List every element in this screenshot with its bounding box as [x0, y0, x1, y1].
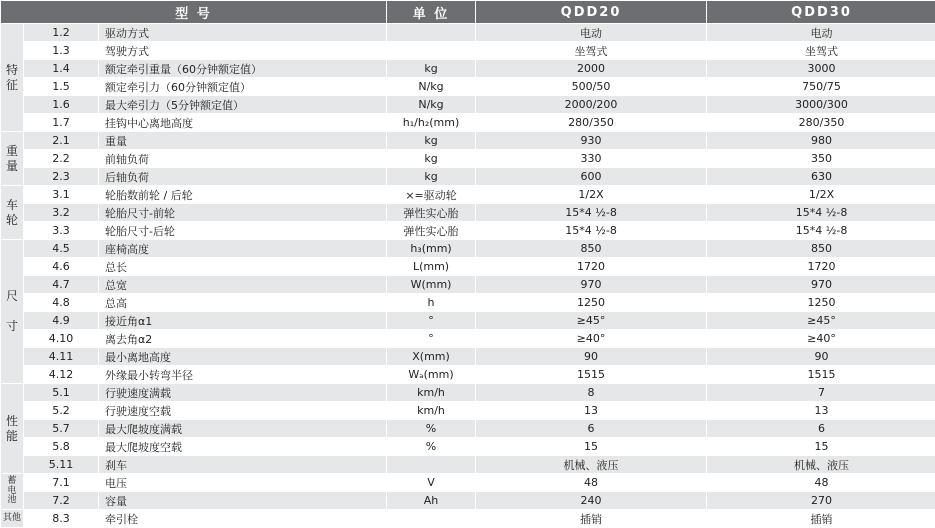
table-row [1, 384, 935, 401]
row-code: 1.4 [24, 60, 98, 77]
row-value-a: 15 [476, 438, 706, 455]
row-value-b: 270 [707, 492, 935, 509]
row-unit: kg [387, 60, 475, 77]
row-code: 5.11 [24, 456, 98, 473]
row-unit [387, 42, 475, 59]
row-item: 离去角α2 [99, 330, 386, 347]
row-unit: N/kg [387, 96, 475, 113]
row-value-a: 坐驾式 [476, 42, 706, 59]
table-row [1, 330, 935, 347]
row-code: 5.1 [24, 384, 98, 401]
row-unit: ° [387, 312, 475, 329]
row-code: 5.8 [24, 438, 98, 455]
row-item: 接近角α1 [99, 312, 386, 329]
row-value-b: 350 [707, 150, 935, 167]
row-code: 4.12 [24, 366, 98, 383]
header-model: 型 号 [1, 1, 386, 23]
row-value-a: 13 [476, 402, 706, 419]
row-value-a: 1720 [476, 258, 706, 275]
row-code: 4.7 [24, 276, 98, 293]
row-code: 1.6 [24, 96, 98, 113]
row-value-a: 1515 [476, 366, 706, 383]
row-value-a: 330 [476, 150, 706, 167]
row-item: 总长 [99, 258, 386, 275]
row-unit: 弹性实心胎 [387, 204, 475, 221]
row-code: 4.6 [24, 258, 98, 275]
row-code: 1.3 [24, 42, 98, 59]
table-row [1, 276, 935, 293]
row-code: 5.7 [24, 420, 98, 437]
row-value-a: 2000 [476, 60, 706, 77]
group-label: 蓄 电 池 [1, 474, 23, 509]
table-row [1, 132, 935, 149]
row-item: 驱动方式 [99, 24, 386, 41]
row-value-a: 970 [476, 276, 706, 293]
row-unit: h₁/h₂(mm) [387, 114, 475, 131]
row-unit: Wₐ(mm) [387, 366, 475, 383]
row-code: 4.9 [24, 312, 98, 329]
row-item: 额定牵引力（60分钟额定值） [99, 78, 386, 95]
row-value-b: 280/350 [707, 114, 935, 131]
row-value-b: 15 [707, 438, 935, 455]
row-item: 牵引栓 [99, 510, 386, 527]
row-value-b: ≥40° [707, 330, 935, 347]
group-label: 性 能 [1, 384, 23, 473]
row-value-b: 1250 [707, 294, 935, 311]
row-unit: % [387, 438, 475, 455]
table-row [1, 258, 935, 275]
row-unit: V [387, 474, 475, 491]
table-row [1, 204, 935, 221]
row-item: 轮胎尺寸-前轮 [99, 204, 386, 221]
row-unit [387, 510, 475, 527]
row-value-b: 坐驾式 [707, 42, 935, 59]
row-unit: Ah [387, 492, 475, 509]
row-value-b: 机械、液压 [707, 456, 935, 473]
row-unit [387, 456, 475, 473]
row-value-b: 6 [707, 420, 935, 437]
row-unit: N/kg [387, 78, 475, 95]
row-value-a: ≥45° [476, 312, 706, 329]
row-value-b: 980 [707, 132, 935, 149]
table-row [1, 420, 935, 437]
table-row [1, 240, 935, 257]
row-value-b: 90 [707, 348, 935, 365]
table-row [1, 42, 935, 59]
row-code: 7.1 [24, 474, 98, 491]
row-value-a: 930 [476, 132, 706, 149]
group-label: 其他 [1, 510, 23, 527]
header-model-a: QDD20 [476, 1, 706, 23]
row-unit: W(mm) [387, 276, 475, 293]
row-value-b: 630 [707, 168, 935, 185]
row-item: 重量 [99, 132, 386, 149]
row-unit [387, 24, 475, 41]
row-unit: h [387, 294, 475, 311]
row-item: 最大牵引力（5分钟额定值） [99, 96, 386, 113]
table-row [1, 474, 935, 491]
row-code: 4.5 [24, 240, 98, 257]
row-item: 电压 [99, 474, 386, 491]
row-value-a: 15*4 ½-8 [476, 222, 706, 239]
header-row [1, 1, 935, 23]
table-row [1, 24, 935, 41]
row-unit: ° [387, 330, 475, 347]
header-model-b: QDD30 [707, 1, 935, 23]
row-unit: 弹性实心胎 [387, 222, 475, 239]
row-unit: X(mm) [387, 348, 475, 365]
row-unit: L(mm) [387, 258, 475, 275]
table-row [1, 456, 935, 473]
row-item: 刹车 [99, 456, 386, 473]
row-value-a: 电动 [476, 24, 706, 41]
header-unit: 单 位 [387, 1, 475, 23]
row-item: 驾驶方式 [99, 42, 386, 59]
row-value-b: 48 [707, 474, 935, 491]
row-code: 8.3 [24, 510, 98, 527]
row-value-b: 15*4 ½-8 [707, 222, 935, 239]
table-row [1, 114, 935, 131]
row-value-a: 机械、液压 [476, 456, 706, 473]
table-row [1, 492, 935, 509]
row-code: 2.3 [24, 168, 98, 185]
row-item: 轮胎数前轮 / 后轮 [99, 186, 386, 203]
row-item: 外缘最小转弯半径 [99, 366, 386, 383]
row-value-a: ≥40° [476, 330, 706, 347]
table-row [1, 78, 935, 95]
row-item: 前轴负荷 [99, 150, 386, 167]
table-row [1, 222, 935, 239]
row-item: 挂钩中心离地高度 [99, 114, 386, 131]
table-row [1, 294, 935, 311]
row-value-b: 1720 [707, 258, 935, 275]
group-label: 尺 寸 [1, 240, 23, 383]
row-item: 行驶速度满载 [99, 384, 386, 401]
row-item: 额定牵引重量（60分钟额定值） [99, 60, 386, 77]
group-label: 重 量 [1, 132, 23, 185]
row-code: 7.2 [24, 492, 98, 509]
row-value-b: 7 [707, 384, 935, 401]
row-item: 座椅高度 [99, 240, 386, 257]
row-code: 3.2 [24, 204, 98, 221]
row-code: 1.7 [24, 114, 98, 131]
row-value-a: 280/350 [476, 114, 706, 131]
row-unit: km/h [387, 384, 475, 401]
row-value-a: 插销 [476, 510, 706, 527]
row-value-a: 15*4 ½-8 [476, 204, 706, 221]
row-item: 最大爬坡度满载 [99, 420, 386, 437]
row-value-b: 750/75 [707, 78, 935, 95]
group-label: 特 征 [1, 24, 23, 131]
row-value-b: 插销 [707, 510, 935, 527]
row-value-b: 1515 [707, 366, 935, 383]
row-value-a: 1250 [476, 294, 706, 311]
row-value-b: 电动 [707, 24, 935, 41]
row-value-b: 15*4 ½-8 [707, 204, 935, 221]
table-row [1, 348, 935, 365]
row-code: 4.10 [24, 330, 98, 347]
row-value-a: 90 [476, 348, 706, 365]
row-item: 最小离地高度 [99, 348, 386, 365]
row-item: 总宽 [99, 276, 386, 293]
row-unit: kg [387, 132, 475, 149]
row-value-a: 2000/200 [476, 96, 706, 113]
row-value-a: 8 [476, 384, 706, 401]
row-value-b: 13 [707, 402, 935, 419]
row-value-b: 3000 [707, 60, 935, 77]
table-row [1, 312, 935, 329]
row-item: 行驶速度空载 [99, 402, 386, 419]
row-value-a: 240 [476, 492, 706, 509]
row-code: 4.8 [24, 294, 98, 311]
table-row [1, 402, 935, 419]
row-value-a: 1/2X [476, 186, 706, 203]
table-row [1, 366, 935, 383]
row-code: 3.1 [24, 186, 98, 203]
row-unit: km/h [387, 402, 475, 419]
row-code: 1.5 [24, 78, 98, 95]
row-value-b: 1/2X [707, 186, 935, 203]
row-value-a: 48 [476, 474, 706, 491]
row-item: 总高 [99, 294, 386, 311]
row-value-a: 600 [476, 168, 706, 185]
row-value-b: ≥45° [707, 312, 935, 329]
row-code: 2.1 [24, 132, 98, 149]
spec-body [1, 24, 935, 527]
row-code: 5.2 [24, 402, 98, 419]
table-row [1, 168, 935, 185]
row-unit: kg [387, 150, 475, 167]
row-value-a: 500/50 [476, 78, 706, 95]
row-unit: ×=驱动轮 [387, 186, 475, 203]
table-row [1, 60, 935, 77]
row-unit: kg [387, 168, 475, 185]
row-item: 容量 [99, 492, 386, 509]
table-row [1, 150, 935, 167]
row-item: 轮胎尺寸-后轮 [99, 222, 386, 239]
row-value-b: 850 [707, 240, 935, 257]
table-row [1, 510, 935, 527]
table-row [1, 96, 935, 113]
row-value-b: 3000/300 [707, 96, 935, 113]
row-value-b: 970 [707, 276, 935, 293]
table-row [1, 186, 935, 203]
row-code: 3.3 [24, 222, 98, 239]
row-item: 后轴负荷 [99, 168, 386, 185]
row-value-a: 850 [476, 240, 706, 257]
row-code: 4.11 [24, 348, 98, 365]
row-value-a: 6 [476, 420, 706, 437]
group-label: 车 轮 [1, 186, 23, 239]
row-code: 1.2 [24, 24, 98, 41]
row-unit: h₃(mm) [387, 240, 475, 257]
table-row [1, 438, 935, 455]
row-code: 2.2 [24, 150, 98, 167]
row-unit: % [387, 420, 475, 437]
row-item: 最大爬坡度空载 [99, 438, 386, 455]
